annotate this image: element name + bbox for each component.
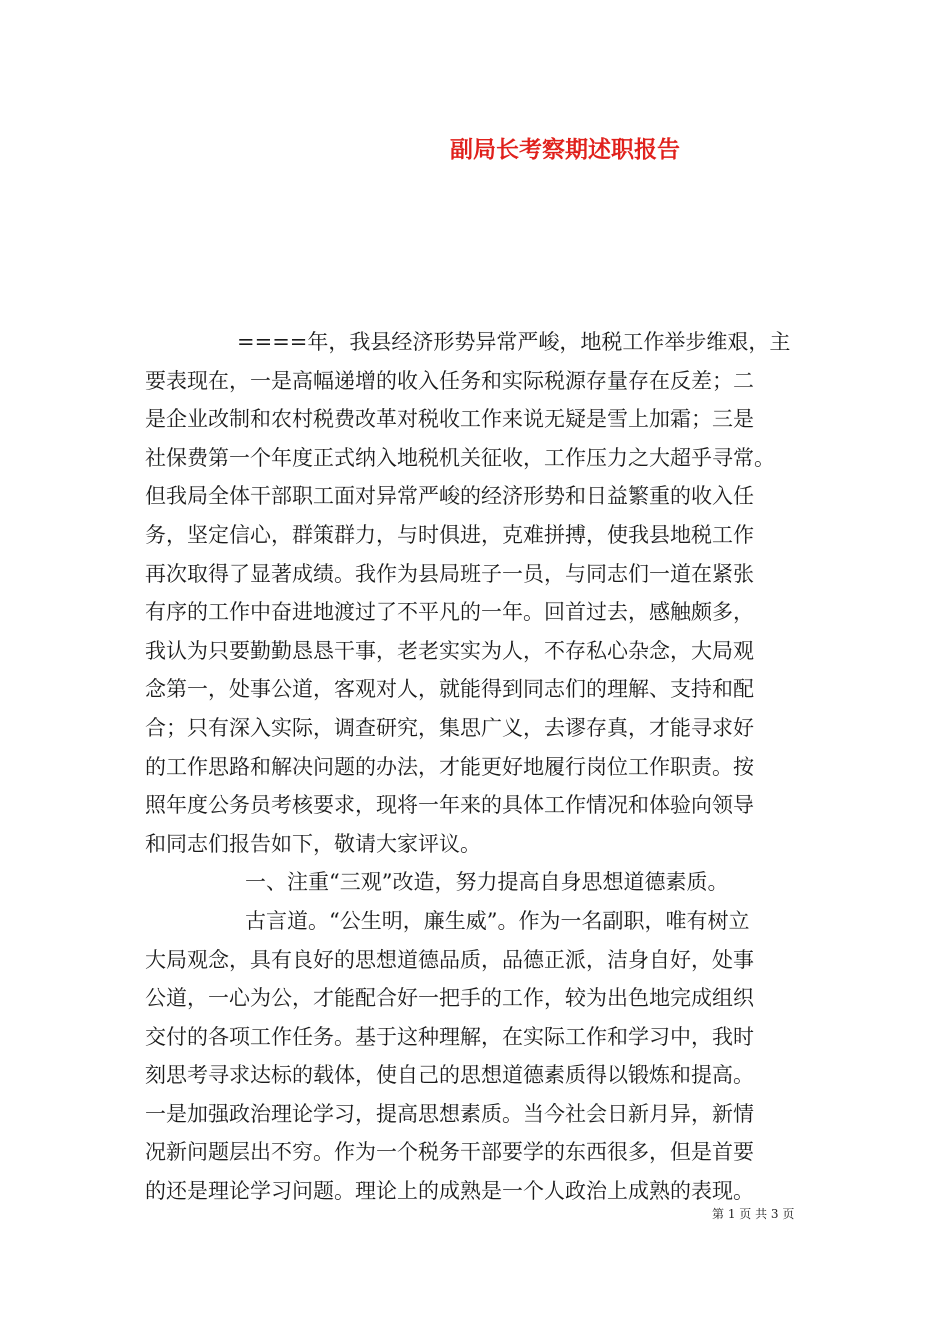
body-line: 古言道。“公生明，廉生威”。作为一名副职，唯有树立: [245, 908, 750, 933]
body-line: 和同志们报告如下，敬请大家评议。: [145, 831, 481, 856]
body-line: 再次取得了显著成绩。我作为县局班子一员，与同志们一道在紧张: [145, 561, 754, 586]
body-line: 的工作思路和解决问题的办法，才能更好地履行岗位工作职责。按: [145, 754, 754, 779]
body-line: 交付的各项工作任务。基于这种理解，在实际工作和学习中，我时: [145, 1024, 754, 1049]
body-line: 刻思考寻求达标的载体，使自己的思想道德素质得以锻炼和提高。: [145, 1063, 754, 1088]
body-line: 的还是理论学习问题。理论上的成熟是一个人政治上成熟的表现。: [145, 1179, 754, 1204]
body-line: 大局观念，具有良好的思想道德品质，品德正派，洁身自好，处事: [145, 947, 754, 972]
body-line: 要表现在，一是高幅递增的收入任务和实际税源存量存在反差；二: [145, 368, 754, 393]
page-number-footer: 第 1 页 共 3 页: [712, 1207, 795, 1221]
body-line: 但我局全体干部职工面对异常严峻的经济形势和日益繁重的收入任: [145, 484, 754, 509]
document-body: [145, 323, 820, 1211]
body-line: 念第一，处事公道，客观对人，就能得到同志们的理解、支持和配: [145, 677, 754, 702]
body-line: 社保费第一个年度正式纳入地税机关征收，工作压力之大超乎寻常。: [145, 445, 775, 470]
body-line: 况新问题层出不穷。作为一个税务干部要学的东西很多，但是首要: [145, 1140, 754, 1165]
body-line: 我认为只要勤勤恳恳干事，老老实实为人，不存私心杂念，大局观: [145, 638, 754, 663]
body-line: 公道，一心为公，才能配合好一把手的工作，较为出色地完成组织: [145, 986, 754, 1011]
body-line: ====年，我县经济形势异常严峻，地税工作举步维艰，主: [237, 330, 791, 354]
body-line: 务，坚定信心，群策群力，与时俱进，克难拼搏，使我县地税工作: [145, 522, 754, 547]
body-line: 照年度公务员考核要求，现将一年来的具体工作情况和体验向领导: [145, 793, 754, 818]
body-line: 一是加强政治理论学习，提高思想素质。当今社会日新月异，新情: [145, 1101, 754, 1126]
body-line: 有序的工作中奋进地渡过了不平凡的一年。回首过去，感触颇多，: [145, 600, 754, 625]
section-heading: 一、注重“三观”改造，努力提高自身思想道德素质。: [245, 870, 729, 895]
body-line: 合；只有深入实际，调查研究，集思广义，去谬存真，才能寻求好: [145, 715, 754, 740]
document-title: 副局长考察期述职报告: [450, 136, 680, 163]
body-line: 是企业改制和农村税费改革对税收工作来说无疑是雪上加霜；三是: [145, 407, 754, 432]
